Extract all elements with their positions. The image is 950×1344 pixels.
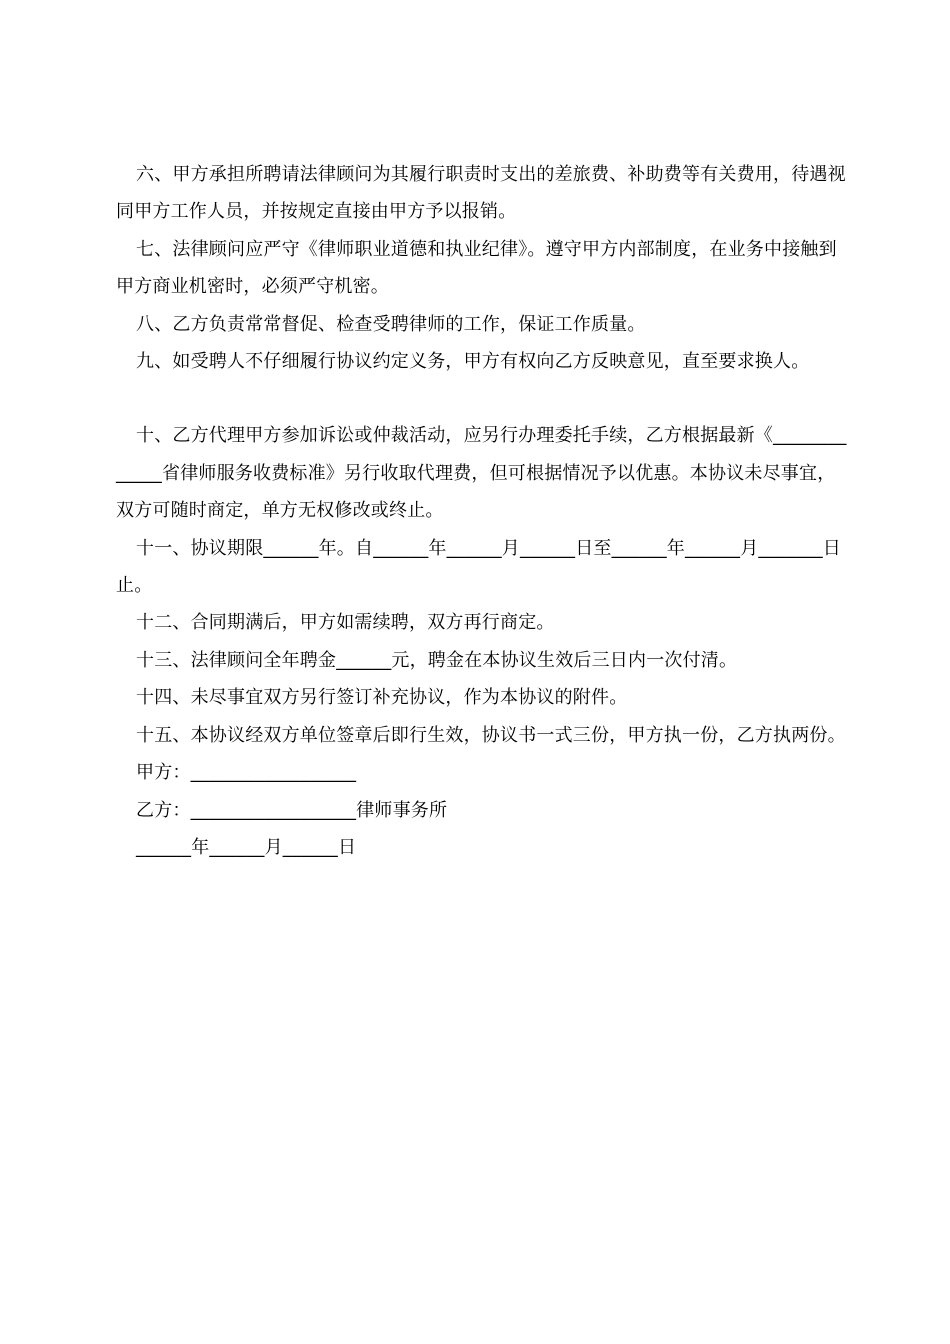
clause-15: 十五、本协议经双方单位签章后即行生效，协议书一式三份，甲方执一份，乙方执两份。	[136, 724, 846, 746]
clause-10: 十、乙方代理甲方参加诉讼或仲裁活动，应另行办理委托手续，乙方根据最新《_____________省律师服务收费标准》另行收取代理费，但可根据情况予以优惠。本协议未尽事宜，双方可随时商定，单方无权修改或终止。	[116, 425, 847, 522]
party-b-signature-line: 乙方：__________________律师事务所	[136, 799, 448, 821]
clause-7: 七、法律顾问应严守《律师职业道德和执业纪律》。遵守甲方内部制度，在业务中接触到甲方商业机密时，必须严守机密。	[116, 238, 837, 298]
clause-8: 八、乙方负责常常督促、检查受聘律师的工作，保证工作质量。	[136, 313, 646, 335]
clause-9: 九、如受聘人不仔细履行协议约定义务，甲方有权向乙方反映意见，直至要求换人。	[136, 351, 810, 373]
clause-13: 十三、法律顾问全年聘金______元，聘金在本协议生效后三日内一次付清。	[136, 649, 738, 671]
clause-14: 十四、未尽事宜双方另行签订补充协议，作为本协议的附件。	[136, 687, 628, 709]
clause-12: 十二、合同期满后，甲方如需续聘，双方再行商定。	[136, 612, 555, 634]
party-a-signature-line: 甲方：__________________	[136, 762, 357, 784]
contract-body	[116, 156, 850, 866]
clause-6: 六、甲方承担所聘请法律顾问为其履行职责时支出的差旅费、补助费等有关费用，待遇视同甲方工作人员，并按规定直接由甲方予以报销。	[116, 164, 846, 223]
clause-11: 十一、协议期限______年。自______年______月______日至______年______月_______日止。	[116, 537, 841, 597]
paragraph-gap	[116, 380, 850, 417]
signature-date-line: ______年______月______日	[136, 836, 357, 858]
